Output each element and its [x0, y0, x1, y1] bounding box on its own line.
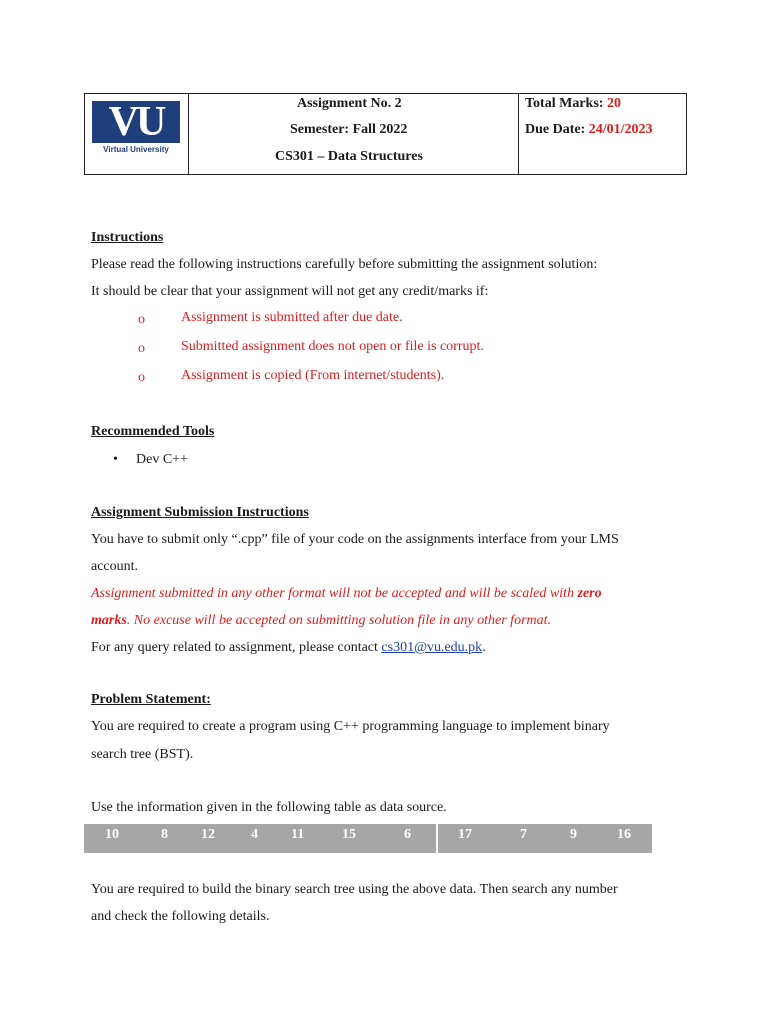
bullet-marker: o [138, 370, 145, 385]
total-marks-value: 20 [606, 96, 621, 111]
data-cell: 16 [617, 827, 631, 842]
instructions-line-2: It should be clear that your assignment will not get any credit/marks if: [91, 284, 489, 299]
problem-line-3: Use the information given in the following table as data source. [91, 800, 447, 815]
contact-email-link[interactable]: cs301@vu.edu.pk [381, 640, 483, 655]
logo-subtext: Virtual University [103, 145, 169, 154]
submission-line-1: You have to submit only “.cpp” file of your code on the assignments interface from your LMS [91, 532, 619, 547]
format-warning-line-2 [91, 612, 551, 630]
contact-text: For any query related to assignment, please contact [91, 640, 382, 655]
instruction-item-3: Assignment is copied (From internet/students). [181, 368, 445, 383]
format-warning-zero: zero [577, 586, 602, 601]
data-separator [436, 824, 438, 853]
problem-line-2: search tree (BST). [91, 747, 194, 762]
instruction-item-2: Submitted assignment does not open or file is corrupt. [181, 339, 484, 354]
logo-text: VU [108, 99, 164, 145]
total-marks-label: Total Marks: [525, 96, 604, 111]
data-cell: 10 [105, 827, 119, 842]
total-marks [525, 96, 621, 112]
data-cell: 6 [404, 827, 411, 842]
data-cell: 11 [291, 827, 305, 842]
data-cell: 9 [570, 827, 577, 842]
format-warning-text-2: . No excuse will be accepted on submitting solution file in any other format. [126, 613, 552, 628]
tools-bullet: • [113, 452, 118, 467]
data-cell: 12 [201, 827, 215, 842]
submission-line-2: account. [91, 559, 139, 574]
contact-line [91, 639, 486, 657]
instructions-line-1: Please read the following instructions carefully before submitting the assignment solution: [91, 257, 598, 272]
course-title: CS301 – Data Structures [275, 149, 423, 164]
data-cell: 8 [161, 827, 168, 842]
semester: Semester: Fall 2022 [290, 122, 408, 137]
format-warning-line-1 [91, 585, 602, 603]
due-date [525, 122, 653, 138]
instruction-item-1: Assignment is submitted after due date. [181, 310, 403, 325]
format-warning-text: Assignment submitted in any other format will not be accepted and will be scaled with [91, 586, 578, 601]
data-cell: 15 [342, 827, 356, 842]
bullet-marker: o [138, 341, 145, 356]
tool-item-devcpp: Dev C++ [136, 452, 188, 467]
data-cell: 17 [458, 827, 472, 842]
problem-line-4: You are required to build the binary search tree using the above data. Then search any number [91, 882, 618, 897]
header-table [84, 93, 687, 175]
data-table [84, 824, 652, 853]
tools-heading: Recommended Tools [91, 424, 215, 439]
due-date-label: Due Date: [525, 122, 586, 137]
data-cell: 4 [251, 827, 258, 842]
instructions-heading: Instructions [91, 230, 164, 245]
problem-heading: Problem Statement: [91, 692, 211, 707]
problem-line-1: You are required to create a program using C++ programming language to implement binary [91, 719, 610, 734]
due-date-value: 24/01/2023 [588, 122, 653, 137]
data-cell: 7 [520, 827, 527, 842]
bullet-marker: o [138, 312, 145, 327]
submission-heading: Assignment Submission Instructions [91, 505, 309, 520]
cell-divider [518, 94, 519, 174]
format-warning-marks: marks [91, 613, 127, 628]
vu-logo [92, 99, 180, 154]
logo-cell [85, 94, 189, 174]
assignment-number: Assignment No. 2 [297, 96, 402, 111]
contact-end: . [482, 640, 486, 655]
problem-line-5: and check the following details. [91, 909, 270, 924]
